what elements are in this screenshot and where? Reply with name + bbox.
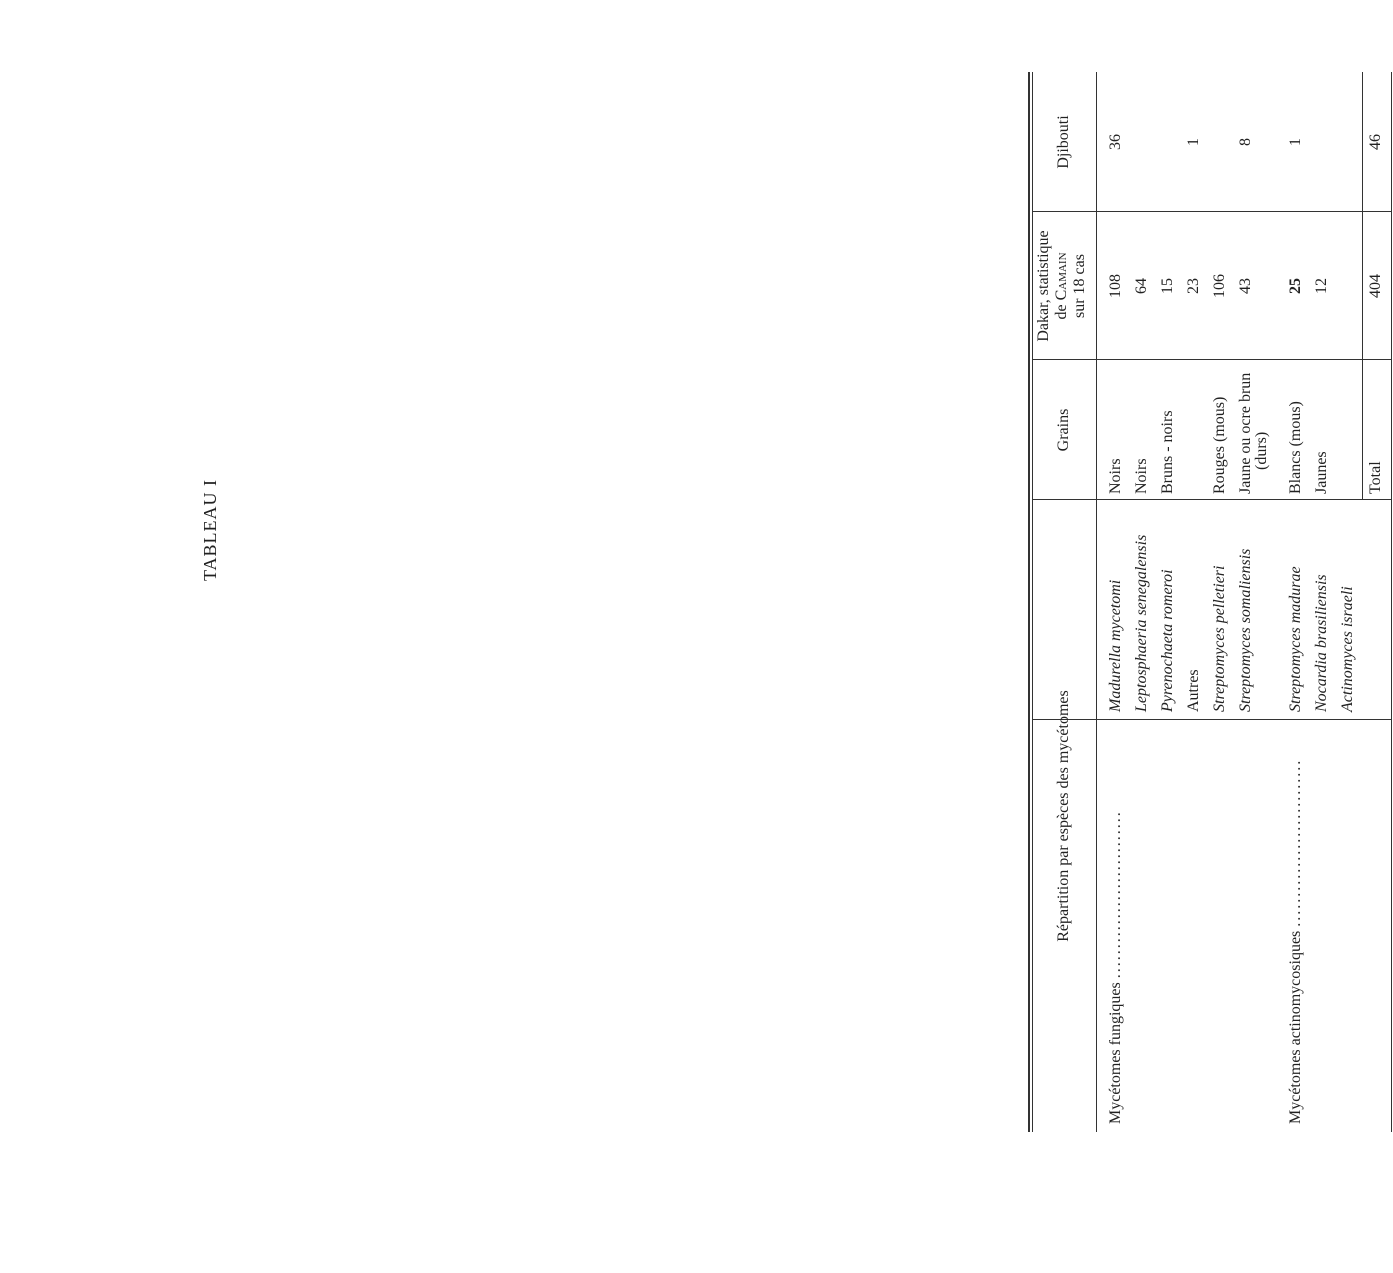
species-cell: Streptomyces madurae	[1287, 566, 1304, 712]
grains-cell: Rouges (mous)	[1211, 396, 1228, 494]
grains-cell: Jaune ou ocre brun	[1237, 372, 1254, 494]
group-label: Mycétomes actinomycosiques	[1287, 930, 1304, 1124]
bottom-rule	[1391, 72, 1392, 1132]
header-djibouti: Djibouti	[1055, 115, 1072, 169]
header-dakar-line1: Dakar, statistique	[1035, 230, 1052, 342]
djibouti-cell: 1	[1185, 138, 1202, 146]
total-dakar: 404	[1367, 274, 1384, 298]
table-title: TABLEAU I	[200, 478, 220, 582]
grains-cell: Blancs (mous)	[1287, 401, 1304, 494]
grains-cell: Bruns - noirs	[1159, 410, 1176, 494]
dakar-cell: 12	[1313, 278, 1330, 294]
total-djibouti: 46	[1367, 134, 1384, 150]
header-repartition: Répartition par espèces des mycétomes	[1055, 690, 1072, 942]
species-cell: Nocardia brasiliensis	[1313, 574, 1330, 712]
djibouti-cell: 1	[1287, 138, 1304, 146]
species-cell: Actinomyces israeli	[1339, 586, 1356, 712]
top-rule	[1028, 72, 1030, 1132]
dakar-cell: 64	[1133, 278, 1150, 294]
species-cell: Leptosphaeria senegalensis	[1133, 534, 1150, 712]
dot-leader: ............................	[1107, 810, 1124, 979]
group-label: Mycétomes fungiques	[1107, 982, 1124, 1124]
col-rule-2	[1033, 499, 1391, 500]
dakar-cell: 23	[1185, 278, 1202, 294]
header-grains: Grains	[1055, 408, 1072, 452]
grains-cell: Jaunes	[1313, 451, 1330, 494]
header-dakar-de: de	[1053, 304, 1070, 320]
species-cell: Streptomyces pelletieri	[1211, 565, 1228, 712]
species-cell: Autres	[1185, 669, 1202, 712]
total-rule	[1362, 72, 1363, 500]
grains-cell-line2: (durs)	[1253, 431, 1270, 470]
species-cell: Pyrenochaeta romeroi	[1159, 569, 1176, 712]
species-cell: Streptomyces somaliensis	[1237, 548, 1254, 712]
col-rule-1	[1033, 719, 1391, 720]
grains-cell: Noirs	[1107, 458, 1124, 494]
header-dakar-line3: sur 18 cas	[1071, 254, 1088, 318]
dakar-cell: 106	[1211, 274, 1228, 298]
species-cell: Madurella mycetomi	[1107, 579, 1124, 712]
group-actinomycosiques	[1286, 720, 1306, 1124]
grains-cell: Noirs	[1133, 458, 1150, 494]
djibouti-cell: 36	[1107, 134, 1124, 150]
header-dakar-camain: Camain	[1053, 252, 1070, 301]
top-rule-inner	[1032, 72, 1033, 1132]
dakar-cell: 108	[1107, 274, 1124, 298]
dot-leader: ............................	[1287, 758, 1304, 927]
dakar-cell: 25	[1287, 278, 1304, 294]
header-dakar-line2	[1052, 212, 1072, 360]
header-rule	[1096, 72, 1097, 1132]
total-label: Total	[1367, 461, 1384, 494]
data-table	[1028, 72, 1393, 1132]
dakar-cell: 15	[1159, 278, 1176, 294]
group-fungiques	[1106, 720, 1126, 1124]
djibouti-cell: 8	[1237, 138, 1254, 146]
dakar-cell: 43	[1237, 278, 1254, 294]
